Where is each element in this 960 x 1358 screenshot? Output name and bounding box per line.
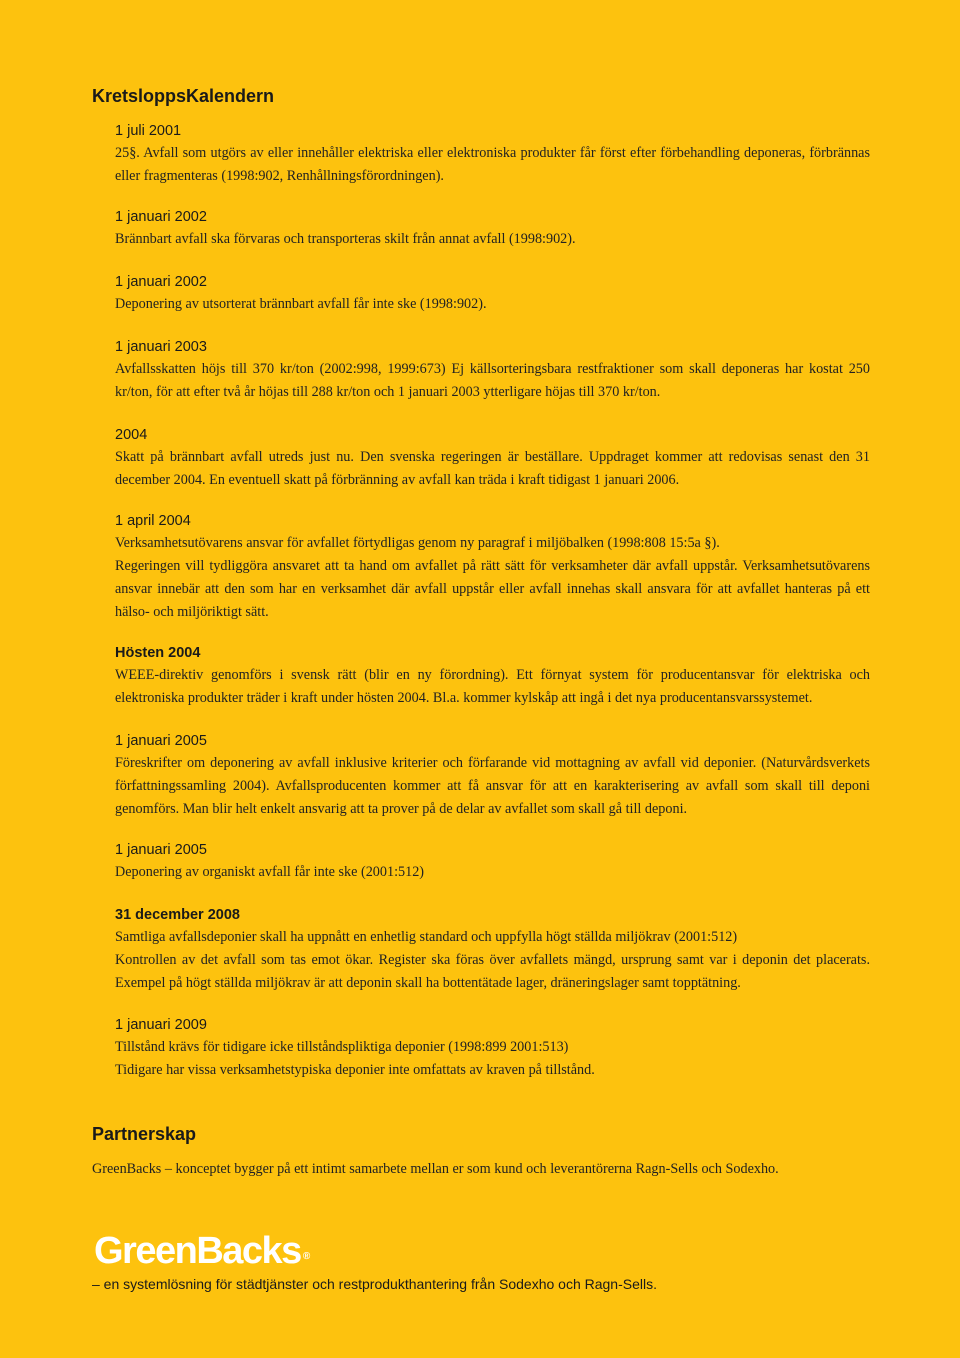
entry-text: [115, 752, 870, 821]
entry-text: [115, 358, 870, 404]
entry-paragraph: Samtliga avfallsdeponier skall ha uppnått en enhetlig standard och uppfylla högt ställda miljökrav (2001:512): [115, 929, 738, 945]
entry-paragraph: Tillstånd krävs för tidigare icke tillståndspliktiga deponier (1998:899 2001:513): [115, 1039, 569, 1055]
logo-wordmark: GreenBacks: [94, 1230, 301, 1272]
entry-paragraph: Deponering av utsorterat brännbart avfall får inte ske (1998:902).: [115, 296, 487, 312]
calendar-entry: [115, 424, 870, 492]
entry-date: 1 januari 2005: [115, 733, 207, 749]
entry-paragraph: Deponering av organiskt avfall får inte ske (2001:512): [115, 864, 425, 880]
calendar-entry: [115, 510, 870, 624]
entry-paragraph: WEEE-direktiv genomförs i svensk rätt (blir en ny förordning). Ett förnyat system för producentansvar för elektriska och elektroniska produkter träder i kraft under hösten 2004. Bl.a. kommer kylskåp att ingå i det nya producentansvarssystemet.: [115, 667, 870, 706]
calendar-entry: [115, 839, 870, 884]
greenbacks-logo: [94, 1228, 310, 1274]
entry-date: 1 januari 2005: [115, 842, 207, 858]
entry-text: [115, 861, 870, 884]
calendar-entry: [115, 1014, 870, 1082]
entry-text: [115, 142, 870, 188]
partner-text: GreenBacks – konceptet bygger på ett intimt samarbete mellan er som kund och leverantörerna Ragn-Sells och Sodexho.: [92, 1161, 779, 1177]
calendar-entry: [115, 904, 870, 995]
entry-date: 2004: [115, 427, 148, 443]
entry-date: 31 december 2008: [115, 907, 240, 923]
entry-text: [115, 228, 870, 251]
entry-paragraph: Brännbart avfall ska förvaras och transporteras skilt från annat avfall (1998:902).: [115, 231, 576, 247]
calendar-entry: [115, 120, 870, 188]
entry-paragraph: 25§. Avfall som utgörs av eller innehåller elektriska eller elektroniska produkter får först efter förbehandling deponeras, förbrännas eller fragmenteras (1998:902, Renhållningsförordningen).: [115, 145, 870, 184]
entry-text: [115, 1036, 870, 1082]
entry-paragraph: Kontrollen av det avfall som tas emot ökar. Register ska föras över avfallets mängd, ursprung samt var i deponin det placerats. Exempel på högt ställda miljökrav är att deponin skall ha bottentätade lager, dräneringslager samt topptätning.: [115, 952, 870, 991]
entry-text: [115, 293, 870, 316]
entry-paragraph: Skatt på brännbart avfall utreds just nu. Den svenska regeringen är beställare. Uppdraget kommer att redovisas senast den 31 december 2004. En eventuell skatt på förbränning av avfall kan träda i kraft tidigast 1 januari 2006.: [115, 449, 870, 488]
entry-paragraph: Avfallsskatten höjs till 370 kr/ton (2002:998, 1999:673) Ej källsorteringsbara restfraktioner som skall deponeras har kostat 250 kr/ton, för att efter två år höjas till 288 kr/ton och 1 januari 2003 ytterligare höjas till 370 kr/ton.: [115, 361, 870, 400]
entry-text: [115, 446, 870, 492]
entry-date: 1 januari 2002: [115, 274, 207, 290]
calendar-entry: [115, 642, 870, 710]
calendar-entry: [115, 271, 870, 316]
calendar-entry: [115, 730, 870, 821]
registered-mark: ®: [302, 1251, 311, 1262]
partner-heading: Partnerskap: [92, 1124, 197, 1144]
entry-paragraph: Regeringen vill tydliggöra ansvaret att ta hand om avfallet på rätt sätt för verksamheter där avfall uppstår. Verksamhetsutövarens ansvar innebär att den som har en verksamhet där avfall uppstår eller avfall innehas skall ansvara för att avfallet hanteras på ett hälso- och miljöriktigt sätt.: [115, 558, 870, 620]
entry-date: Hösten 2004: [115, 645, 201, 661]
footer-tagline: – en systemlösning för städtjänster och restprodukthantering från Sodexho och Ragn-Sells.: [92, 1276, 657, 1292]
entry-paragraph: Verksamhetsutövarens ansvar för avfallet förtydligas genom ny paragraf i miljöbalken (1998:808 15:5a §).: [115, 535, 720, 551]
entry-text: [115, 664, 870, 710]
calendar-heading: KretsloppsKalendern: [92, 86, 275, 106]
entry-paragraph: Tidigare har vissa verksamhetstypiska deponier inte omfattats av kraven på tillstånd.: [115, 1062, 595, 1078]
entry-text: [115, 926, 870, 995]
entry-date: 1 januari 2009: [115, 1017, 207, 1033]
entry-date: 1 januari 2003: [115, 339, 207, 355]
entry-text: [115, 532, 870, 624]
entry-date: 1 april 2004: [115, 513, 191, 529]
calendar-entry: [115, 206, 870, 251]
entry-date: 1 januari 2002: [115, 209, 207, 225]
entry-paragraph: Föreskrifter om deponering av avfall inklusive kriterier och förfarande vid mottagning av avfall vid deponier. (Naturvårdsverkets författningssamling 2004). Avfallsproducenten kommer att få ansvar för att en karakterisering av avfall som skall till deponi genomförs. Man blir helt enkelt ansvarig att ta prover på de delar av avfallet som skall gå till deponi.: [115, 755, 870, 817]
calendar-entry: [115, 336, 870, 404]
entry-date: 1 juli 2001: [115, 123, 182, 139]
